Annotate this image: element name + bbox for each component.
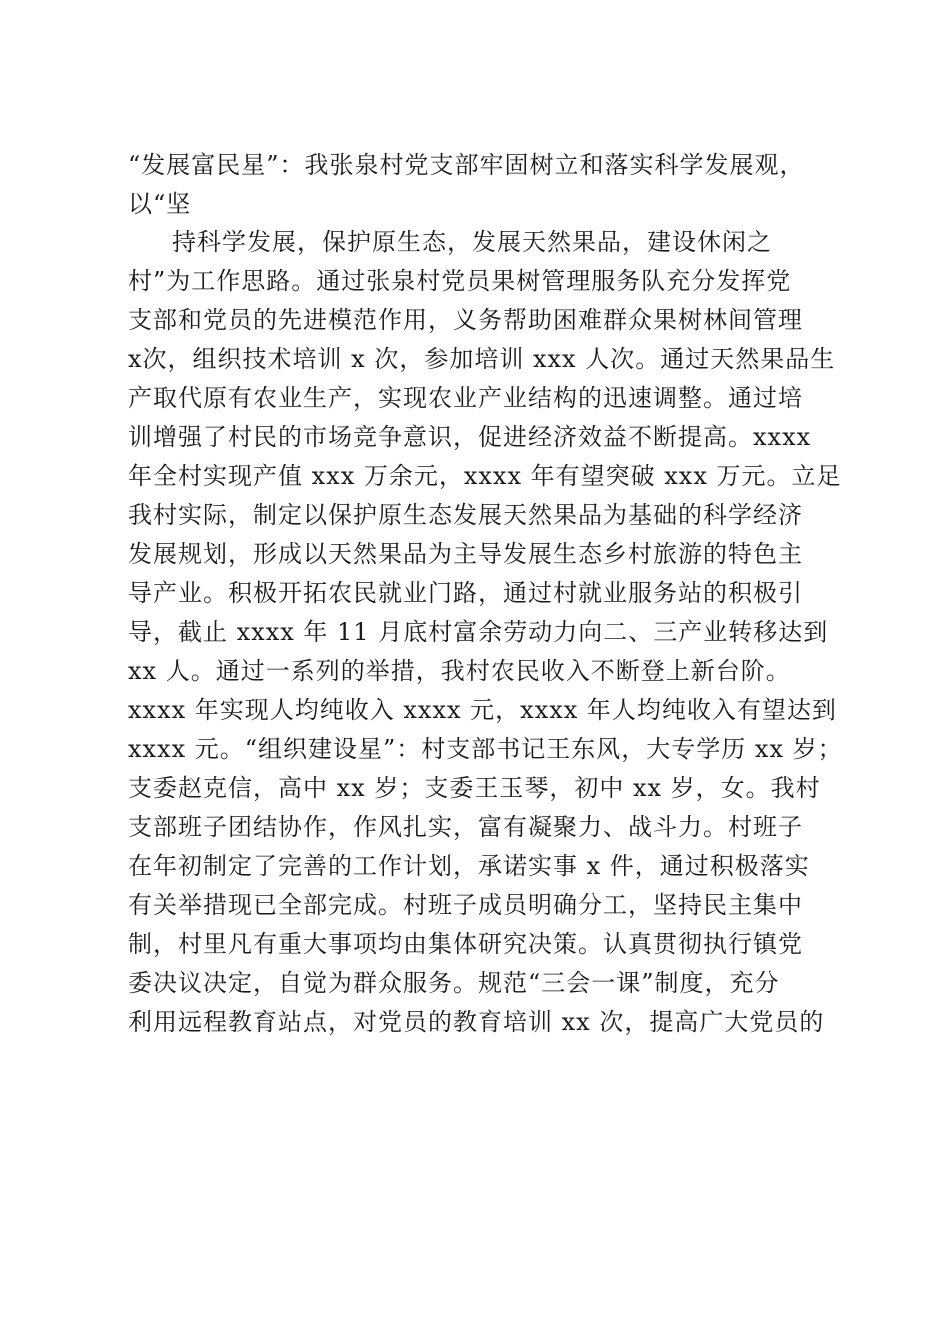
text-line: 支委赵克信，高中 xx 岁；支委王玉琴，初中 xx 岁，女。我村 <box>128 774 821 802</box>
text-line: “发展富民星”：我张泉村党支部牢固树立和落实科学发展观， <box>128 151 805 179</box>
text-line: 产取代原有农业生产，实现农业产业结构的迅速调整。通过培 <box>128 384 803 412</box>
text-line: 在年初制定了完善的工作计划，承诺实事 x 件，通过积极落实 <box>128 852 810 880</box>
text-line: 以“坚 <box>128 190 192 218</box>
text-line: 支部和党员的先进模范作用，义务帮助困难群众果树林间管理 <box>128 306 803 334</box>
paragraph-2 <box>128 223 843 1042</box>
text-line: xxxx 年实现人均纯收入 xxxx 元，xxxx 年人均纯收入有望达到 <box>128 696 837 724</box>
text-line: 利用远程教育站点，对党员的教育培训 xx 次，提高广大党员的 <box>128 1008 825 1036</box>
paragraph-1 <box>128 146 828 224</box>
text-line: 导，截止 xxxx 年 11 月底村富余劳动力向二、三产业转移达到 <box>128 618 829 646</box>
text-line: xxxx 元。“组织建设星”：村支部书记王东风，大专学历 xx 岁； <box>128 735 843 763</box>
text-line: 制，村里凡有重大事项均由集体研究决策。认真贯彻执行镇党 <box>128 930 803 958</box>
text-line: 导产业。积极开拓农民就业门路，通过村就业服务站的积极引 <box>128 579 803 607</box>
text-line: xx 人。通过一系列的举措，我村农民收入不断登上新台阶。 <box>128 657 791 685</box>
text-line: 我村实际，制定以保护原生态发展天然果品为基础的科学经济 <box>128 501 803 529</box>
text-line: 支部班子团结协作，作风扎实，富有凝聚力、战斗力。村班子 <box>128 813 803 841</box>
text-line: 持科学发展，保护原生态，发展天然果品，建设休闲之 <box>172 228 772 256</box>
text-line: 有关举措现已全部完成。村班子成员明确分工，坚持民主集中 <box>128 891 803 919</box>
text-line: 发展规划，形成以天然果品为主导发展生态乡村旅游的特色主 <box>128 540 803 568</box>
text-line: 训增强了村民的市场竞争意识，促进经济效益不断提高。xxxx <box>128 423 812 451</box>
text-line: x次，组织技术培训 x 次，参加培训 xxx 人次。通过天然果品生 <box>128 345 836 373</box>
text-line: 村”为工作思路。通过张泉村党员果树管理服务队充分发挥党 <box>128 267 792 295</box>
text-line: 年全村实现产值 xxx 万余元，xxxx 年有望突破 xxx 万元。立足 <box>128 462 842 490</box>
text-line: 委决议决定，自觉为群众服务。规范“三会一课”制度，充分 <box>128 969 780 997</box>
